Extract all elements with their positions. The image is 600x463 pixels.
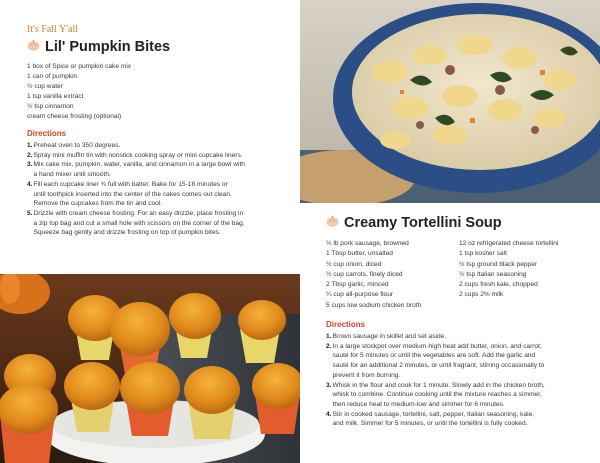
ingredient-item: ½ tsp ground black pepper xyxy=(459,260,538,268)
pumpkin-directions-list xyxy=(27,141,282,238)
direction-step xyxy=(27,180,282,209)
step-text: Preheat oven to 350 degrees. xyxy=(33,142,121,149)
ingredient-item: ½ lb pork sausage, browned xyxy=(326,240,409,247)
ingredient-item: ½ tsp cinnamon xyxy=(27,103,74,111)
step-number: 2. xyxy=(27,151,33,159)
step-number: 5. xyxy=(27,209,33,217)
ingredient-item: 1 tsp vanilla extract xyxy=(27,93,84,101)
soup-bowl-icon xyxy=(326,214,339,232)
ingredient-item: 2 cups 2% milk xyxy=(459,291,504,299)
step-number: 1. xyxy=(326,333,332,340)
ingredient-item: 1 box of Spice or pumpkin cake mix xyxy=(27,63,132,70)
step-text: Brown sausage in skillet and set aside. xyxy=(332,333,447,340)
pumpkin-recipe-title: Lil' Pumpkin Bites xyxy=(45,39,171,55)
pumpkin-title-row xyxy=(27,38,170,56)
step-number: 1. xyxy=(27,142,33,149)
step-text: Mix cake mix, pumpkin, water, vanilla, and cinnamon in a large bowl with a hand mixer until smooth. xyxy=(33,161,245,179)
soup-ingredients-col2 xyxy=(459,239,594,301)
ingredient-item: ½ cup water xyxy=(27,83,63,91)
step-text: Spray mini muffin tin with nonstick cooking spray or mini cupcake liners. xyxy=(33,151,243,159)
pumpkin-muffins-photo xyxy=(0,274,300,463)
soup-directions-list xyxy=(326,332,594,429)
ingredient-item: 5 cups low sodium chicken broth xyxy=(326,301,422,309)
step-text: Stir in cooked sausage, tortellini, salt, pepper, Italian seasoning, kale, and milk. Simmer for 5 minutes, or until the tortellini is fully cooked. xyxy=(332,410,535,428)
ingredient-item: ½ cup carrots, finely diced xyxy=(326,270,403,278)
step-number: 3. xyxy=(326,381,332,389)
direction-step xyxy=(27,151,282,161)
direction-step xyxy=(326,342,594,381)
step-number: 4. xyxy=(27,180,33,188)
step-text: In a large stockpot over medium-high heat add butter, onion, and carrot; sauté for 5 minutes or until the vegetables are soft. Add the garlic and sauté for an additional 2 minutes, or until fragrant, stirring occasionally to prevent it from burning. xyxy=(332,342,545,379)
direction-step xyxy=(326,381,594,410)
ingredient-item: 1 tsp kosher salt xyxy=(459,250,508,258)
pumpkin-ingredients-list xyxy=(27,62,131,123)
step-number: 2. xyxy=(326,342,332,350)
pumpkin-icon xyxy=(27,38,40,56)
soup-title-row xyxy=(326,214,502,232)
direction-step xyxy=(27,209,282,238)
step-number: 3. xyxy=(27,161,33,169)
direction-step xyxy=(326,332,594,342)
page-kicker: It's Fall Y'all xyxy=(27,24,79,35)
ingredient-item: ½ cup onion, diced xyxy=(326,260,382,268)
tortellini-soup-photo xyxy=(300,0,600,203)
ingredient-item: cream cheese frosting (optional) xyxy=(27,113,122,121)
direction-step xyxy=(326,410,594,429)
step-number: 4. xyxy=(326,410,332,418)
ingredient-item: 1 Tbsp butter, unsalted xyxy=(326,250,393,258)
step-text: Whisk in the flour and cook for 1 minute. Slowly add in the chicken broth, whisk to combine. Continue cooking until the mixture reaches a simmer, then reduce heat to medium-low and simmer for 6 minutes. xyxy=(332,381,545,408)
direction-step xyxy=(27,160,282,179)
ingredient-item: 2 Tbsp garlic, minced xyxy=(326,281,389,289)
soup-directions-heading: Directions xyxy=(326,320,366,329)
ingredient-item: 1 can of pumpkin xyxy=(27,73,78,81)
soup-ingredients-col1 xyxy=(326,239,456,311)
step-text: Drizzle with cream cheese frosting. For an easy drizzle, place frosting in a zip top bag and cut a small hole with scissors on the corner of the bag. Squeeze bag gently and drizzle frosting on top of pumpkin bites. xyxy=(33,209,245,237)
ingredient-item: 12 oz refrigerated cheese tortellini xyxy=(459,240,559,247)
ingredient-item: ¼ cup all-purpose flour xyxy=(326,291,394,299)
direction-step xyxy=(27,141,282,151)
ingredient-item: ½ tsp Italian seasoning xyxy=(459,270,527,278)
pumpkin-directions-heading: Directions xyxy=(27,129,67,138)
step-text: Fill each cupcake liner ¾ full with batter. Bake for 15-18 minutes or until toothpick inserted into the center of the cakes comes out clean. Remove the cupcakes from the tin and cool. xyxy=(33,180,232,208)
soup-recipe-title: Creamy Tortellini Soup xyxy=(344,215,502,231)
ingredient-item: 2 cups fresh kale, chopped xyxy=(459,281,538,289)
